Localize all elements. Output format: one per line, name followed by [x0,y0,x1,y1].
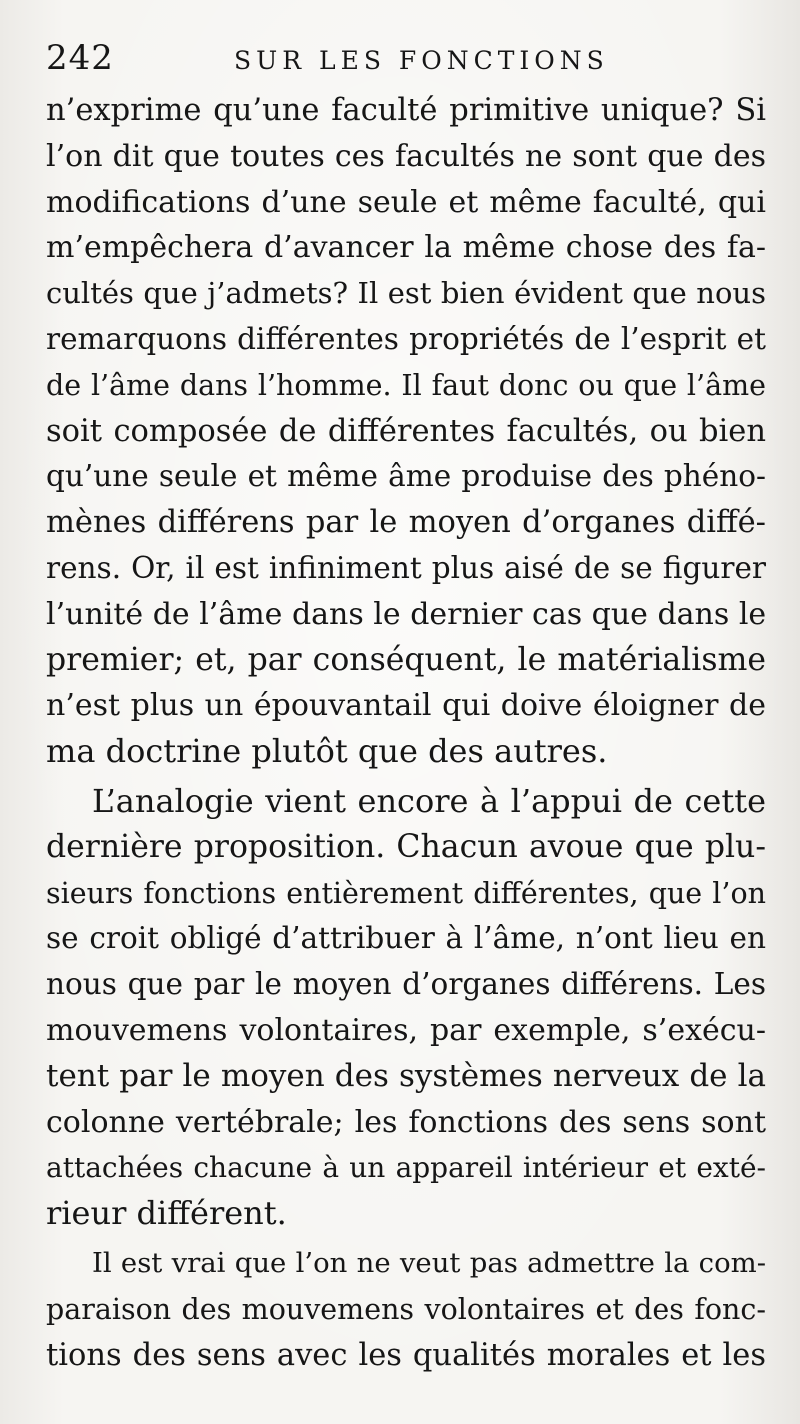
text-line: de l’âme dans l’homme. Il faut donc ou que l’âme [46,368,766,402]
text-line: attachées chacune à un appareil intérieur et exté- [46,1151,766,1185]
text-line: nous que par le moyen d’organes différens. Les [46,967,766,1002]
text-line: l’unité de l’âme dans le dernier cas que dans le [46,596,767,632]
text-line: L’analogie vient encore à l’appui de cette [92,781,766,820]
running-head: SUR LES FONCTIONS [234,46,609,75]
text-line: l’on dit que toutes ces facultés ne sont que des [46,138,766,174]
text-line: qu’une seule et même âme produise des phéno- [46,459,766,494]
text-line: cultés que j’admets? Il est bien évident que nous [46,276,766,311]
text-line: Il est vrai que l’on ne veut pas admettre la com- [92,1246,766,1279]
paragraph-1 [46,88,766,775]
text-line: remarquons différentes propriétés de l’esprit et [46,321,766,356]
text-line: se croit obligé d’attribuer à l’âme, n’ont lieu en [46,921,766,956]
text-line: mènes différens par le moyen d’organes diffé- [46,505,766,541]
page-header [42,36,782,80]
text-line: m’empêchera d’avancer la même chose des fa- [46,230,766,266]
paragraph-2 [46,779,766,1237]
text-line: paraison des mouvemens volontaires et des fonc- [46,1292,766,1326]
page-number: 242 [46,38,114,78]
text-line: colonne vertébrale; les fonctions des sens sont [46,1104,766,1140]
text-line: dernière proposition. Chacun avoue que plu- [46,828,766,865]
text-line: modifications d’une seule et même faculté, qui [46,184,766,220]
text-line: rieur différent. [46,1194,287,1233]
text-line: sieurs fonctions entièrement différentes, que l’on [46,876,766,910]
text-line: tions des sens avec les qualités morales et les [46,1337,766,1373]
text-line: mouvemens volontaires, par exemple, s’exécu- [46,1012,766,1048]
text-line: rens. Or, il est infiniment plus aisé de se figurer [46,550,766,585]
text-line: n’exprime qu’une faculté primitive unique? Si [46,93,766,128]
text-line: premier; et, par conséquent, le matérialisme [46,641,766,678]
paragraph-3 [46,1241,766,1378]
text-line: tent par le moyen des systèmes nerveux de la [46,1057,766,1094]
text-line: ma doctrine plutôt que des autres. [46,732,608,771]
text-line: soit composée de différentes facultés, ou bien [46,413,766,449]
text-body [46,88,766,1378]
text-line: n’est plus un épouvantail qui doive éloigner de [46,688,766,724]
